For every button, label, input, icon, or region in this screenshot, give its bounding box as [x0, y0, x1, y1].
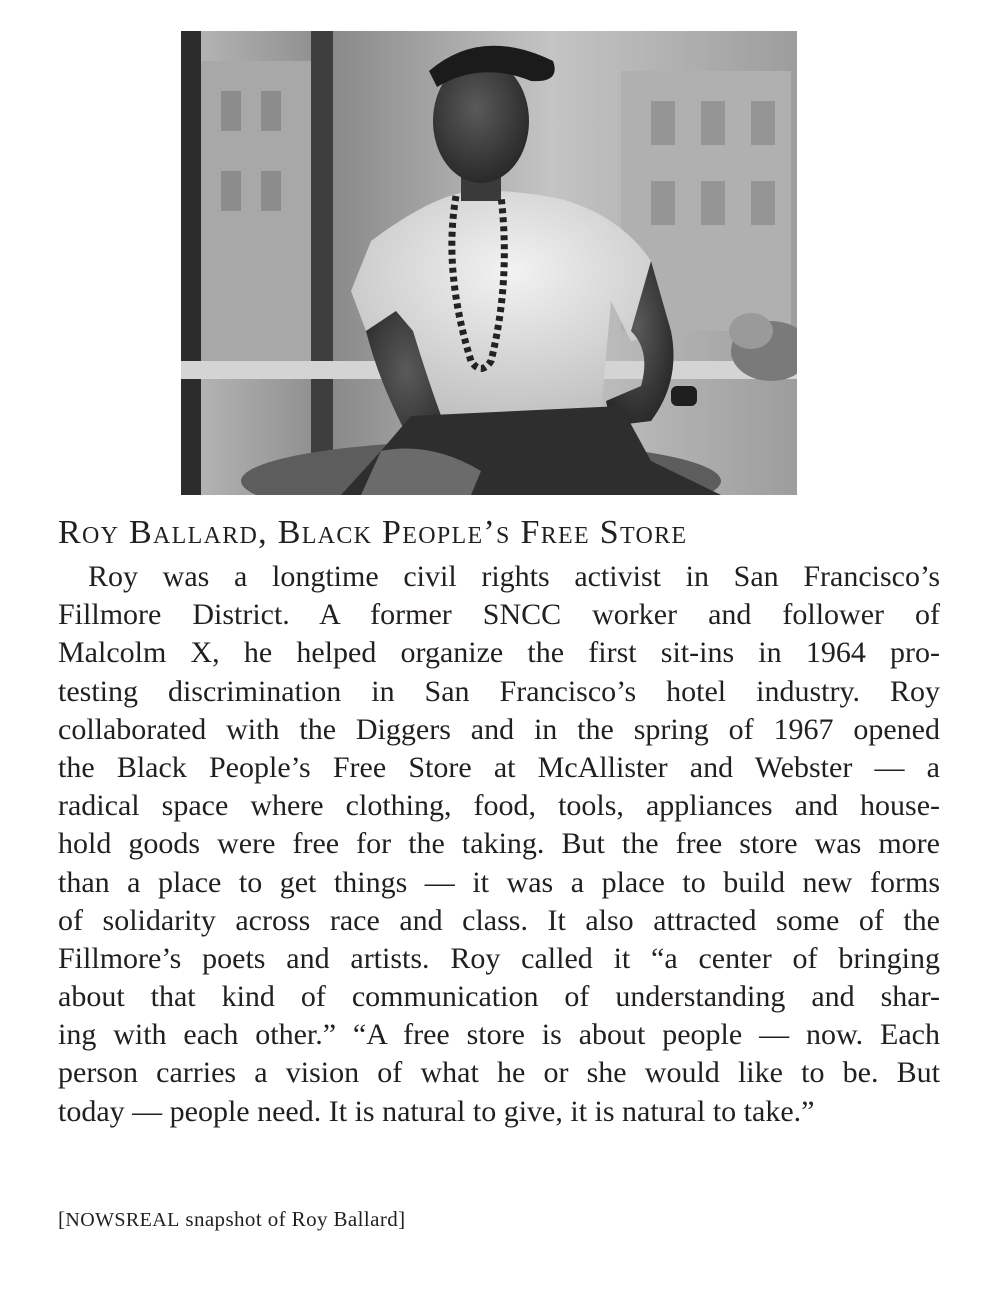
caption-source: NOWSREAL	[65, 1209, 180, 1231]
body-line: testing discrimination in San Francisco’s hotel industry. Roy	[58, 674, 940, 708]
caption-close-bracket: ]	[398, 1207, 406, 1231]
body-line: Roy was a longtime civil rights activist in San Francisco’s	[88, 560, 940, 593]
article-body	[58, 558, 940, 1131]
body-line: Fillmore’s poets and artists. Roy called it “a center of bringing	[58, 941, 940, 975]
body-line: about that kind of communication of understanding and shar-	[58, 980, 940, 1014]
caption-open-bracket: [	[58, 1207, 66, 1231]
body-line: person carries a vision of what he or she would like to be. But	[58, 1056, 940, 1090]
body-line: ing with each other.” “A free store is about people — now. Each	[58, 1018, 940, 1052]
photo-caption	[58, 1204, 406, 1235]
body-line: Fillmore District. A former SNCC worker and follower of	[58, 598, 940, 632]
body-line: the Black People’s Free Store at McAllister and Webster — a	[58, 750, 940, 784]
photo-illustration	[181, 31, 797, 495]
caption-text: snapshot of Roy Ballard	[179, 1207, 399, 1231]
body-line: today — people need. It is natural to give, it is natural to take.”	[58, 1094, 815, 1128]
article-heading: Roy Ballard, Black People’s Free Store	[58, 514, 688, 551]
body-line: of solidarity across race and class. It also attracted some of the	[58, 903, 940, 937]
body-line: hold goods were free for the taking. But the free store was more	[58, 827, 940, 861]
body-line: radical space where clothing, food, tools, appliances and house-	[58, 789, 940, 823]
body-line: Malcolm X, he helped organize the first sit-ins in 1964 pro-	[58, 636, 940, 670]
portrait-photo	[181, 31, 797, 495]
body-line: than a place to get things — it was a place to build new forms	[58, 865, 940, 899]
body-line: collaborated with the Diggers and in the spring of 1967 opened	[58, 712, 940, 746]
